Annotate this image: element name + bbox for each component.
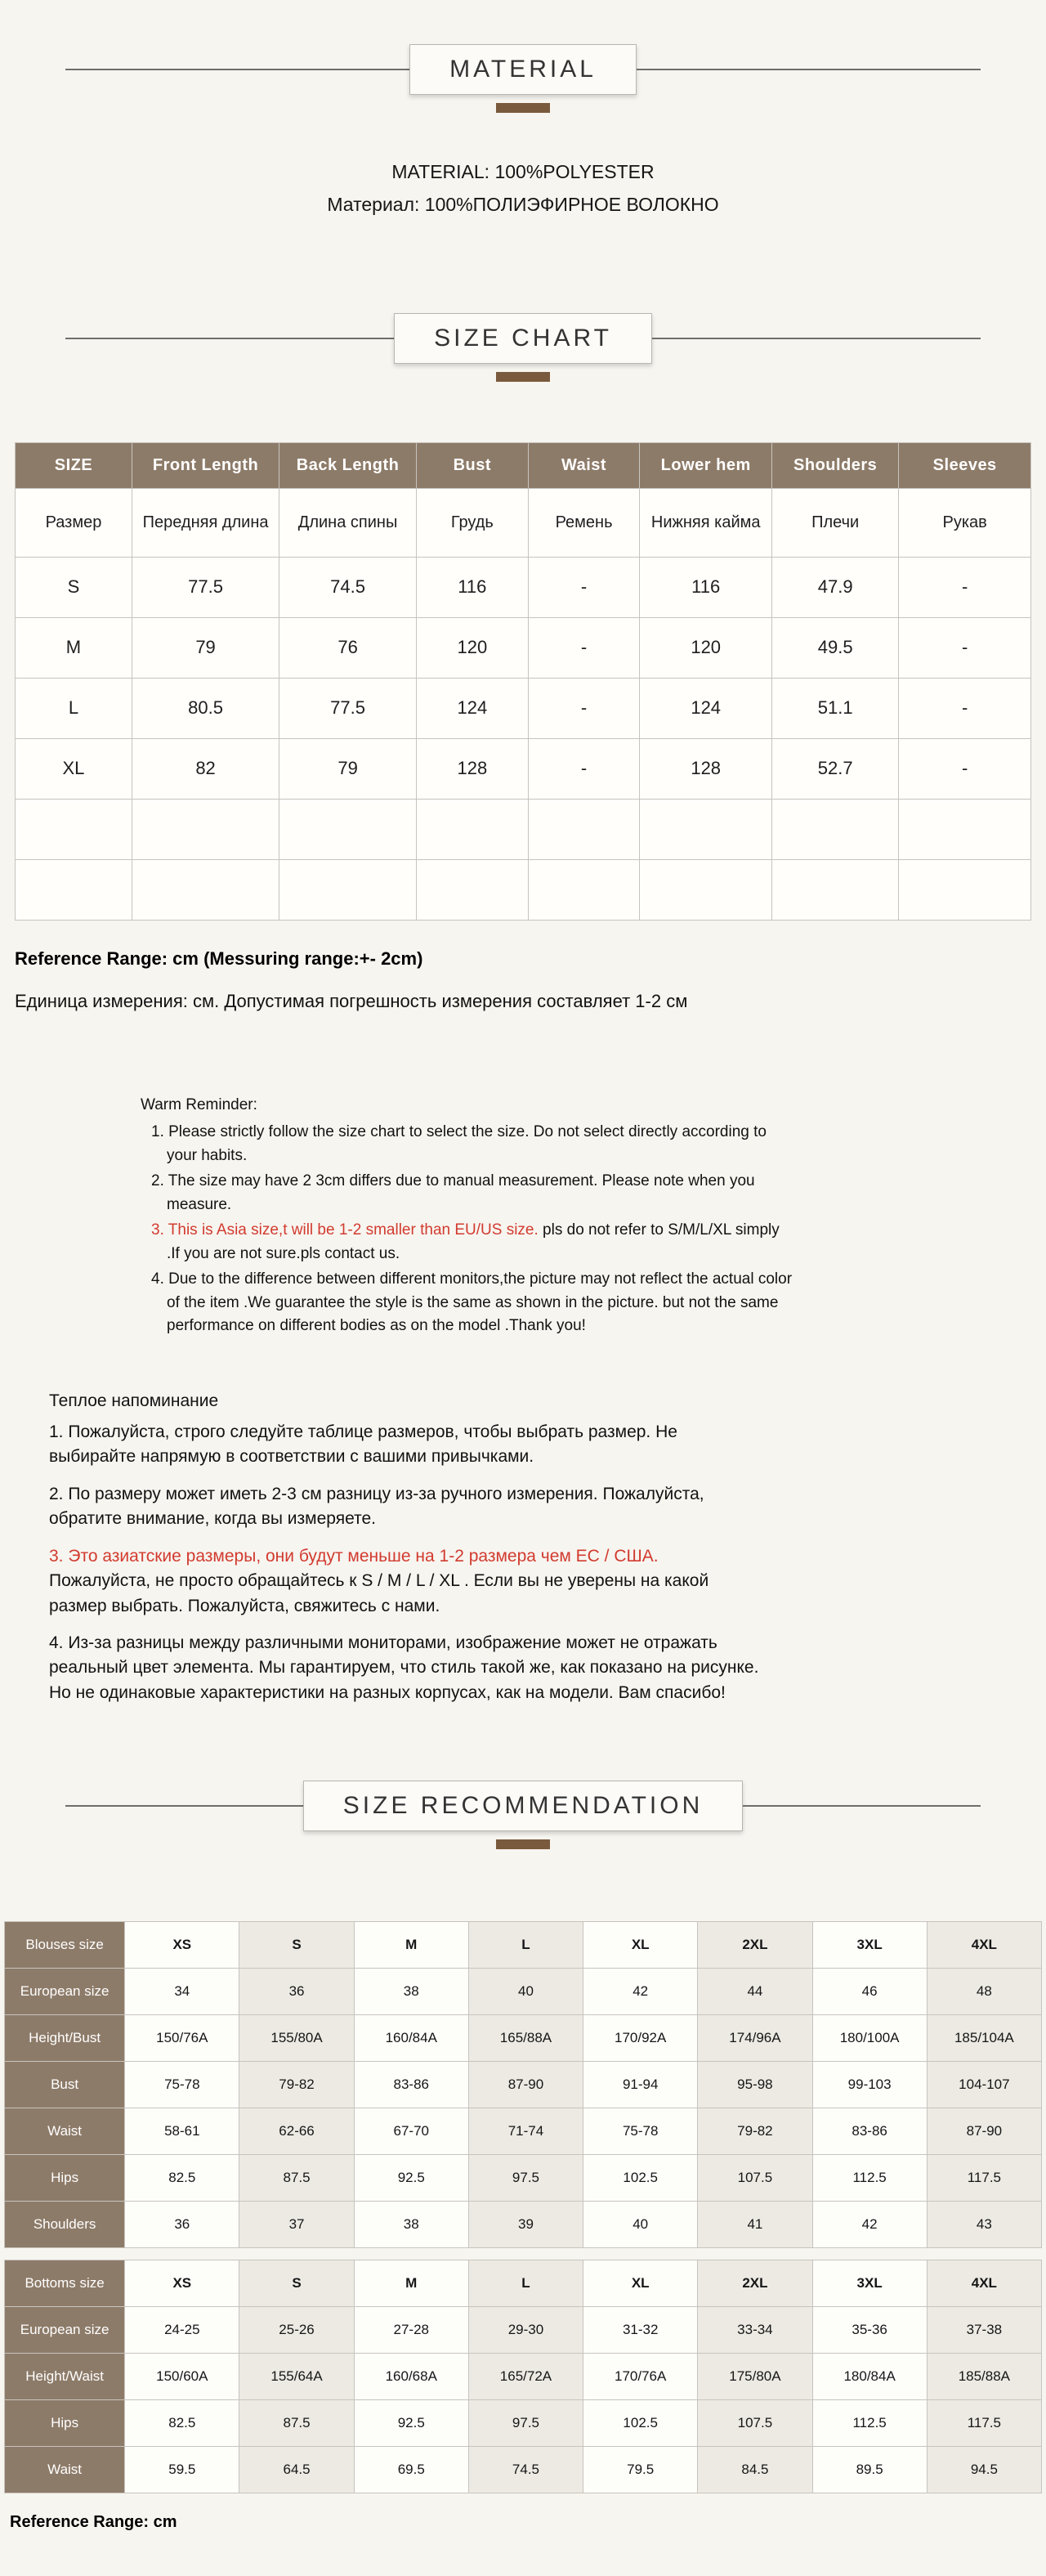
table-cell: 155/64A [239, 2354, 354, 2400]
table-cell: 185/88A [927, 2354, 1041, 2400]
table-cell: 39 [468, 2202, 583, 2248]
table-cell: S [16, 557, 132, 617]
table-cell [279, 799, 417, 859]
table-row [5, 2202, 1042, 2248]
table-cell: 84.5 [698, 2447, 812, 2493]
warm-reminder-en [141, 1094, 794, 1338]
table-cell [16, 799, 132, 859]
blouses-table [4, 1921, 1042, 2248]
table-cell: 74.5 [468, 2447, 583, 2493]
recommendation-tables [0, 1921, 1046, 2493]
table-cell: XL [583, 2260, 698, 2307]
row-header: European size [5, 2307, 125, 2354]
size-chart-section [0, 313, 1046, 1012]
row-header: Height/Bust [5, 2015, 125, 2062]
row-header: Blouses size [5, 1922, 125, 1969]
table-cell: 170/76A [583, 2354, 698, 2400]
reference-range-ru: Единица измерения: см. Допустимая погрешность измерения составляет 1-2 см [15, 990, 688, 1011]
row-header: Bottoms size [5, 2260, 125, 2307]
material-text-block [0, 155, 1046, 222]
bottoms-table-body [5, 2260, 1042, 2493]
table-cell: 36 [125, 2202, 239, 2248]
column-header: Sleeves [899, 442, 1031, 488]
table-cell [899, 799, 1031, 859]
size-recommendation-title: SIZE RECOMMENDATION [342, 1792, 704, 1820]
table-cell: 3XL [812, 2260, 927, 2307]
table-cell [132, 799, 279, 859]
table-cell: 87.5 [239, 2400, 354, 2447]
table-cell: 59.5 [125, 2447, 239, 2493]
reference-range-en: Reference Range: cm (Messuring range:+- 2cm) [15, 948, 423, 969]
table-cell: XL [583, 1922, 698, 1969]
table-cell: - [528, 557, 640, 617]
table-cell: 160/68A [354, 2354, 468, 2400]
table-cell: 3XL [812, 1922, 927, 1969]
column-header: Back Length [279, 442, 417, 488]
table-cell: 64.5 [239, 2447, 354, 2493]
material-line-en: MATERIAL: 100%POLYESTER [391, 161, 655, 182]
size-chart-title-box [394, 313, 652, 364]
table-cell [899, 859, 1031, 920]
table-cell: 2XL [698, 1922, 812, 1969]
table-cell: Размер [16, 488, 132, 557]
table-cell: 128 [416, 738, 528, 799]
row-header: Waist [5, 2447, 125, 2493]
material-line-ru: Материал: 100%ПОЛИЭФИРНОЕ ВОЛОКНО [327, 194, 719, 216]
warm-reminder-en-item-1: 1. Please strictly follow the size chart to select the size. Do not select directly according to your habits. [151, 1123, 767, 1164]
material-title-box [409, 44, 637, 95]
table-row [16, 859, 1031, 920]
table-cell: Передняя длина [132, 488, 279, 557]
table-cell: - [899, 738, 1031, 799]
decor-line-right [637, 69, 981, 70]
table-row [5, 2155, 1042, 2202]
table-cell: 79 [132, 617, 279, 678]
row-header: Height/Waist [5, 2354, 125, 2400]
table-cell: 180/84A [812, 2354, 927, 2400]
warm-reminder-ru-item-4: 4. Из-за разницы между различными мониторами, изображение может не отражать реальный цвет элемента. Мы гарантируем, что стиль такой же, как показано на рисунке. Но не одинаковые характеристики на разных корпусах, как на модели. Вам спасибо! [49, 1633, 759, 1702]
table-cell: 87.5 [239, 2155, 354, 2202]
table-cell: 124 [640, 678, 772, 738]
table-cell: 120 [640, 617, 772, 678]
table-cell: 94.5 [927, 2447, 1041, 2493]
table-cell: 83-86 [354, 2062, 468, 2108]
row-header: Waist [5, 2108, 125, 2155]
table-cell: 67-70 [354, 2108, 468, 2155]
table-cell: 42 [583, 1969, 698, 2015]
table-cell: 165/72A [468, 2354, 583, 2400]
table-cell: 155/80A [239, 2015, 354, 2062]
table-cell: M [354, 1922, 468, 1969]
warm-reminder-ru-item-3-rest: Пожалуйста, не просто обращайтесь к S / M / L / XL . Если вы не уверены на какой размер выбрать. Пожалуйста, свяжитесь с нами. [49, 1571, 709, 1615]
table-cell: 87-90 [468, 2062, 583, 2108]
table-cell: 180/100A [812, 2015, 927, 2062]
table-cell: 31-32 [583, 2307, 698, 2354]
table-row [5, 2260, 1042, 2307]
table-cell [640, 799, 772, 859]
column-header: Waist [528, 442, 640, 488]
table-cell [528, 859, 640, 920]
table-cell [132, 859, 279, 920]
table-cell [640, 859, 772, 920]
table-cell: S [239, 1922, 354, 1969]
table-cell: 46 [812, 1969, 927, 2015]
table-cell: 102.5 [583, 2155, 698, 2202]
table-cell: 112.5 [812, 2155, 927, 2202]
table-row [16, 738, 1031, 799]
table-cell: 174/96A [698, 2015, 812, 2062]
table-cell: 79 [279, 738, 417, 799]
size-recommendation-title-row [65, 1781, 981, 1831]
warm-reminder-ru-item-3 [49, 1544, 768, 1619]
column-header: Shoulders [771, 442, 898, 488]
warm-reminder-ru-item-1: 1. Пожалуйста, строго следуйте таблице размеров, чтобы выбрать размер. Не выбирайте напрямую в соответствии с вашими привычками. [49, 1422, 677, 1467]
table-cell: 91-94 [583, 2062, 698, 2108]
material-section [0, 44, 1046, 222]
warm-reminder-en-item-4: 4. Due to the difference between different monitors,the picture may not reflect the actual color of the item .We guarantee the style is the same as shown in the picture. but not the same performance on different bodies as on the model .Thank you! [151, 1270, 793, 1334]
table-cell: 124 [416, 678, 528, 738]
table-cell: - [899, 617, 1031, 678]
table-cell: 92.5 [354, 2155, 468, 2202]
table-cell: 77.5 [279, 678, 417, 738]
table-cell: S [239, 2260, 354, 2307]
table-cell: 4XL [927, 2260, 1041, 2307]
table-cell: - [528, 617, 640, 678]
table-cell: 83-86 [812, 2108, 927, 2155]
warm-reminder-en-title: Warm Reminder: [141, 1095, 257, 1113]
table-cell: 51.1 [771, 678, 898, 738]
table-cell: 4XL [927, 1922, 1041, 1969]
table-cell: 112.5 [812, 2400, 927, 2447]
table-cell: 58-61 [125, 2108, 239, 2155]
table-row [5, 1922, 1042, 1969]
table-row [5, 2015, 1042, 2062]
table-row [16, 488, 1031, 557]
table-cell: 104-107 [927, 2062, 1041, 2108]
table-cell: 75-78 [125, 2062, 239, 2108]
table-cell: 116 [640, 557, 772, 617]
table-cell: L [16, 678, 132, 738]
table-cell: 82.5 [125, 2155, 239, 2202]
table-cell: Нижняя кайма [640, 488, 772, 557]
row-header: Shoulders [5, 2202, 125, 2248]
table-cell: 150/60A [125, 2354, 239, 2400]
table-cell: M [16, 617, 132, 678]
size-recommendation-title-box [303, 1781, 743, 1831]
table-cell [771, 799, 898, 859]
table-cell: 87-90 [927, 2108, 1041, 2155]
table-row [16, 678, 1031, 738]
table-cell: 52.7 [771, 738, 898, 799]
table-cell: 82.5 [125, 2400, 239, 2447]
table-cell: 107.5 [698, 2400, 812, 2447]
table-cell: 42 [812, 2202, 927, 2248]
table-cell: Плечи [771, 488, 898, 557]
decor-line-left [65, 69, 409, 70]
table-cell: 48 [927, 1969, 1041, 2015]
table-cell: 74.5 [279, 557, 417, 617]
row-header: Bust [5, 2062, 125, 2108]
table-cell: 75-78 [583, 2108, 698, 2155]
table-cell: 170/92A [583, 2015, 698, 2062]
table-row [16, 617, 1031, 678]
table-cell [279, 859, 417, 920]
table-cell: 97.5 [468, 2155, 583, 2202]
table-row [5, 2062, 1042, 2108]
table-cell: 128 [640, 738, 772, 799]
table-cell: 71-74 [468, 2108, 583, 2155]
table-cell: XS [125, 2260, 239, 2307]
warm-reminder-ru-item-2: 2. По размеру может иметь 2-3 см разницу из-за ручного измерения. Пожалуйста, обратите внимание, когда вы измеряете. [49, 1484, 704, 1529]
table-cell: 99-103 [812, 2062, 927, 2108]
table-cell: 117.5 [927, 2155, 1041, 2202]
table-cell: 79-82 [239, 2062, 354, 2108]
size-chart-table-body [16, 488, 1031, 920]
warm-reminder-en-item-3-rest: pls do not refer to S/M/L/XL simply .If you are not sure.pls contact us. [167, 1221, 780, 1262]
table-cell: XS [125, 1922, 239, 1969]
table-cell: L [468, 1922, 583, 1969]
table-cell: L [468, 2260, 583, 2307]
table-cell: 95-98 [698, 2062, 812, 2108]
table-cell: 25-26 [239, 2307, 354, 2354]
table-cell: 97.5 [468, 2400, 583, 2447]
table-cell: 35-36 [812, 2307, 927, 2354]
warm-reminder-ru-item-3-red: 3. Это азиатские размеры, они будут меньше на 1-2 размера чем ЕС / США. [49, 1546, 659, 1566]
table-cell: - [528, 738, 640, 799]
row-header: Hips [5, 2155, 125, 2202]
reference-range-bottom: Reference Range: cm [10, 2513, 177, 2532]
table-cell: 89.5 [812, 2447, 927, 2493]
material-title: MATERIAL [449, 56, 597, 83]
size-chart-table [15, 442, 1031, 921]
table-cell [528, 799, 640, 859]
table-cell: 27-28 [354, 2307, 468, 2354]
decor-line-left [65, 338, 394, 339]
size-chart-title-row [65, 313, 981, 364]
table-cell: 37-38 [927, 2307, 1041, 2354]
size-recommendation-accent-bar [496, 1839, 550, 1849]
table-cell: 150/76A [125, 2015, 239, 2062]
table-cell: 79-82 [698, 2108, 812, 2155]
size-chart-title: SIZE CHART [434, 324, 612, 352]
table-cell: 2XL [698, 2260, 812, 2307]
table-cell [16, 859, 132, 920]
table-cell: 79.5 [583, 2447, 698, 2493]
table-cell: 34 [125, 1969, 239, 2015]
table-cell: 36 [239, 1969, 354, 2015]
table-row [5, 2307, 1042, 2354]
column-header: SIZE [16, 442, 132, 488]
warm-reminder-ru [49, 1389, 768, 1706]
table-cell: 175/80A [698, 2354, 812, 2400]
table-cell: 47.9 [771, 557, 898, 617]
table-cell: M [354, 2260, 468, 2307]
table-cell: 77.5 [132, 557, 279, 617]
material-title-row [65, 44, 981, 95]
table-cell: 82 [132, 738, 279, 799]
table-cell: Грудь [416, 488, 528, 557]
table-cell: - [528, 678, 640, 738]
table-row [5, 1969, 1042, 2015]
table-cell: 117.5 [927, 2400, 1041, 2447]
table-cell: 37 [239, 2202, 354, 2248]
decor-line-left [65, 1805, 303, 1807]
table-cell: 43 [927, 2202, 1041, 2248]
decor-line-right [743, 1805, 981, 1807]
size-chart-accent-bar [496, 372, 550, 382]
table-cell: 102.5 [583, 2400, 698, 2447]
table-cell: XL [16, 738, 132, 799]
table-cell: 40 [583, 2202, 698, 2248]
table-cell: - [899, 557, 1031, 617]
decor-line-right [652, 338, 981, 339]
blouses-table-body [5, 1922, 1042, 2248]
table-cell [771, 859, 898, 920]
warm-reminder-en-item-3-red: 3. This is Asia size,t will be 1-2 smaller than EU/US size. [151, 1221, 539, 1239]
bottoms-table [4, 2260, 1042, 2493]
table-cell: 80.5 [132, 678, 279, 738]
warm-reminder-ru-title: Теплое напоминание [49, 1391, 219, 1410]
warm-reminder-en-item-2: 2. The size may have 2 3cm differs due to manual measurement. Please note when you measure. [151, 1172, 755, 1213]
column-header: Bust [416, 442, 528, 488]
table-cell: 33-34 [698, 2307, 812, 2354]
table-cell: 92.5 [354, 2400, 468, 2447]
size-recommendation-section [0, 1781, 1046, 2532]
column-header: Front Length [132, 442, 279, 488]
table-cell: 116 [416, 557, 528, 617]
table-cell: 62-66 [239, 2108, 354, 2155]
table-cell: 120 [416, 617, 528, 678]
table-cell: 40 [468, 1969, 583, 2015]
table-cell: 165/88A [468, 2015, 583, 2062]
table-cell: 24-25 [125, 2307, 239, 2354]
table-cell [416, 799, 528, 859]
table-cell: 69.5 [354, 2447, 468, 2493]
table-cell: - [899, 678, 1031, 738]
row-header: European size [5, 1969, 125, 2015]
table-cell [416, 859, 528, 920]
table-cell: 44 [698, 1969, 812, 2015]
table-cell: 160/84A [354, 2015, 468, 2062]
table-cell: Ремень [528, 488, 640, 557]
table-row [16, 557, 1031, 617]
table-cell: 41 [698, 2202, 812, 2248]
material-accent-bar [496, 103, 550, 113]
table-row [16, 799, 1031, 859]
table-cell: 38 [354, 2202, 468, 2248]
table-cell: 185/104A [927, 2015, 1041, 2062]
table-row [5, 2354, 1042, 2400]
column-header: Lower hem [640, 442, 772, 488]
table-header-row [16, 442, 1031, 488]
table-row [5, 2400, 1042, 2447]
table-cell: 49.5 [771, 617, 898, 678]
table-row [5, 2108, 1042, 2155]
table-row [5, 2447, 1042, 2493]
table-cell: 107.5 [698, 2155, 812, 2202]
table-cell: Длина спины [279, 488, 417, 557]
warm-reminder-en-item-3 [141, 1219, 794, 1266]
row-header: Hips [5, 2400, 125, 2447]
table-cell: 76 [279, 617, 417, 678]
table-cell: Рукав [899, 488, 1031, 557]
table-cell: 29-30 [468, 2307, 583, 2354]
table-cell: 38 [354, 1969, 468, 2015]
size-chart-table-head [16, 442, 1031, 488]
